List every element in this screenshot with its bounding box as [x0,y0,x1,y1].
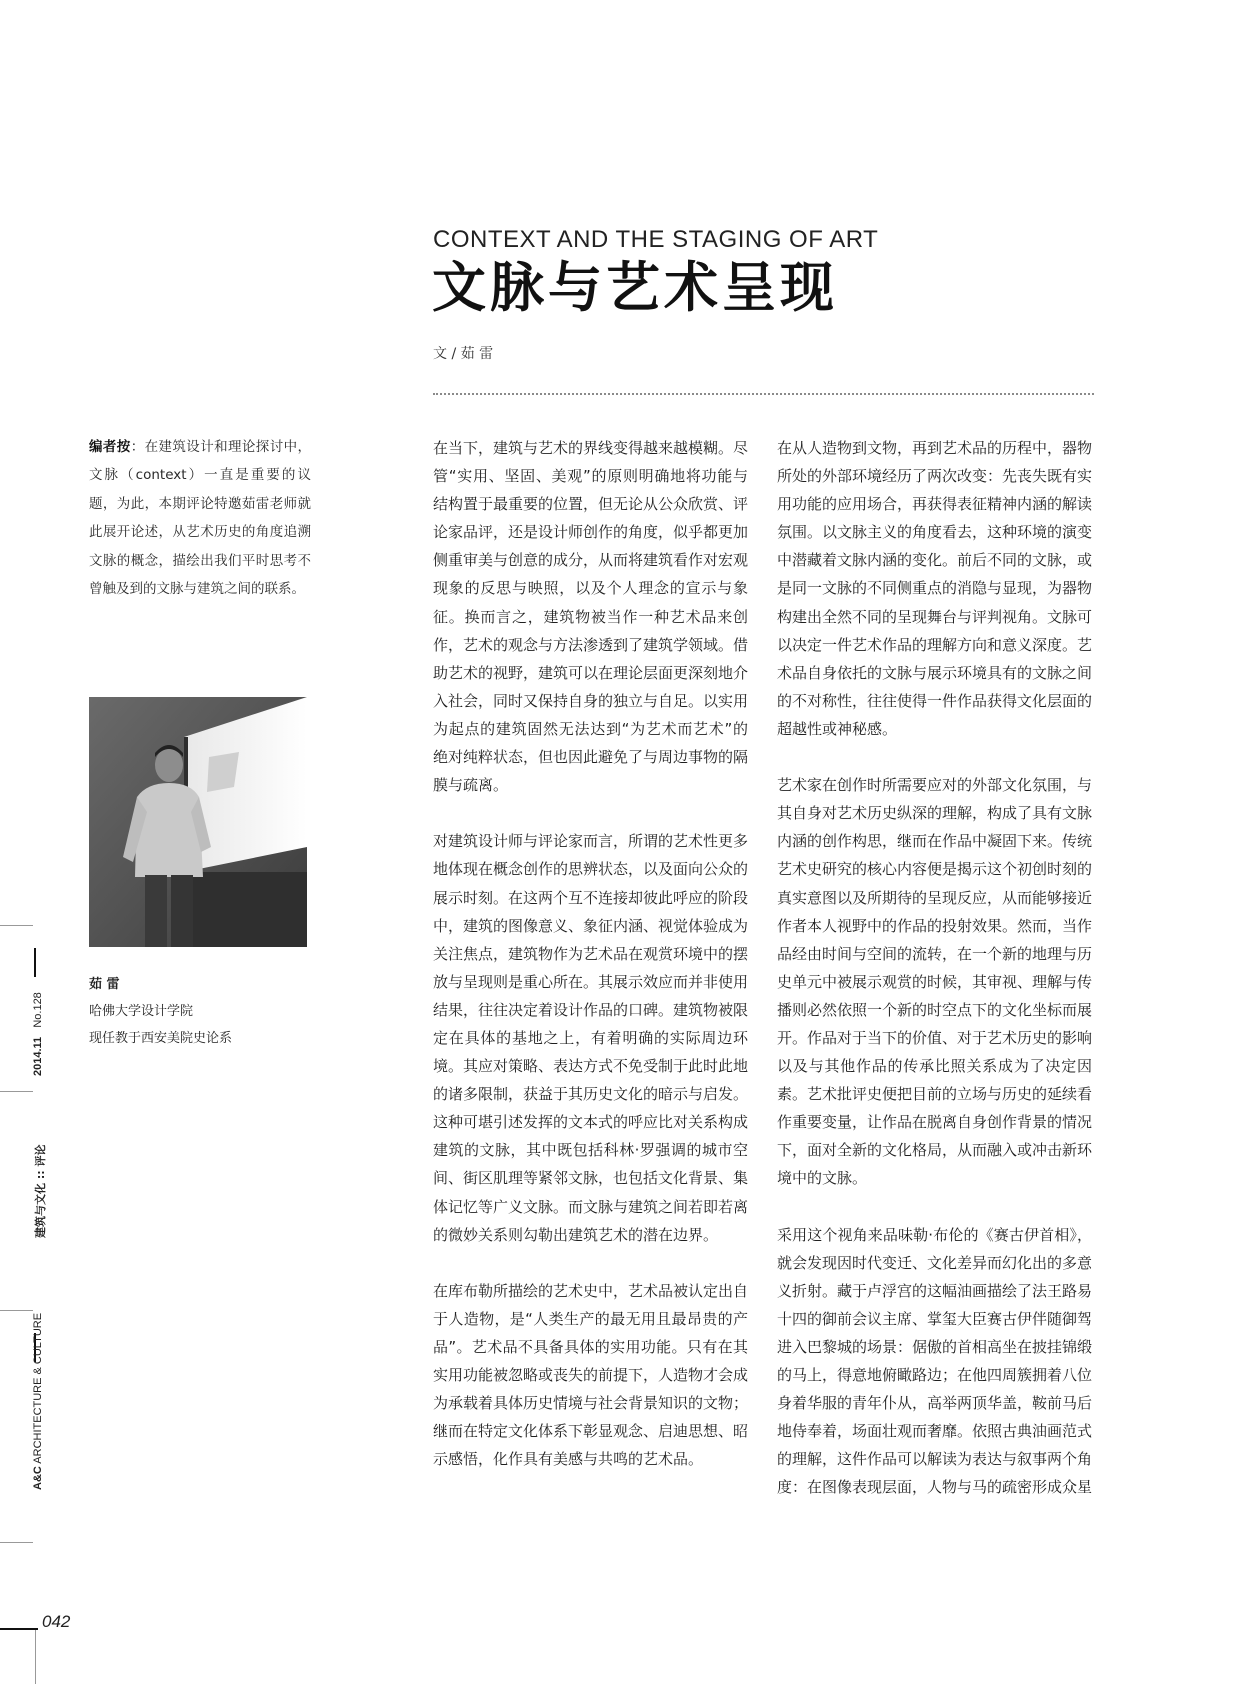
bio-line-1: 哈佛大学设计学院 [89,1004,194,1019]
page-number: 042 [42,1612,71,1631]
editor-note-label: 编者按 [89,439,131,455]
bio-line-2: 现任教于西安美院史论系 [89,1031,233,1046]
section-label: 建筑与文化 :: 评论 [34,1144,47,1238]
paragraph: 艺术家在创作时所需要应对的外部文化氛围，与其自身对艺术历史纵深的理解，构成了具有文脉内涵的创作构思，继而在作品中凝固下来。传统艺术史研究的核心内容便是揭示这个初创时刻的真实意图以及所期待的呈现反应，从而能够接近作者本人视野中的作品的投射效果。然而，当作品经由时间与空间的流转，在一个新的地理与历史单元中被展示观赏的时候，其审视、理解与传播则必然依照一个新的时空点下的文化坐标而展开。作品对于当下的价值、对于艺术历史的影响以及与其他作品的传承比照关系成为了决定因素。艺术批评史便把目前的立场与历史的延续看作重要变量，让作品在脱离自身创作背景的情况下，面对全新的文化格局，从而融入或冲击新环境中的文脉。 [777,776,1093,1188]
paragraph: 在当下，建筑与艺术的界线变得越来越模糊。尽管“实用、坚固、美观”的原则明确地将功能与结构置于最重要的位置，但无论从公众欣赏、评论家品评，还是设计师创作的角度，似乎都更加侧重审美与创意的成分，从而将建筑看作对宏观现象的反思与映照，以及个人理念的宣示与象征。换而言之，建筑物被当作一种艺术品来创作，艺术的观念与方法渗透到了建筑学领域。借助艺术的视野，建筑可以在理论层面更深刻地介入社会，同时又保持自身的独立与自足。以实用为起点的建筑固然无法达到“为艺术而艺术”的绝对纯粹状态，但也因此避免了与周边事物的隔膜与疏离。 [433,439,749,795]
page-number-rule [0,1628,38,1630]
bio-name: 茹 雷 [89,977,120,992]
issue-date: 2014.11 [32,1036,44,1076]
margin-rule [0,1542,33,1543]
editor-note-text: ：在建筑设计和理论探讨中，文脉（context）一直是重要的议题，为此，本期评论特邀茹雷老师就此展开论述，从艺术历史的角度追溯文脉的概念，描绘出我们平时思考不曾触及到的文脉与建筑之间的联系。 [89,439,312,598]
issue-number: No.128 [32,992,44,1028]
author-bio [89,971,232,1052]
english-title: CONTEXT AND THE STAGING OF ART [433,226,879,253]
editor-note [89,433,311,603]
margin-rule [0,1310,33,1311]
margin-marker [34,948,36,977]
brand-abbr: A&C [32,1466,44,1490]
author-photo [89,697,307,947]
magazine-brand [32,1313,44,1490]
author-byline: 文 / 茹 雷 [433,346,494,362]
body-column-1 [433,434,748,1502]
margin-rule [0,925,33,926]
brand-name: ARCHITECTURE & CULTURE [32,1312,44,1464]
issue-info [32,992,44,1076]
paragraph: 在库布勒所描绘的艺术史中，艺术品被认定出自于人造物，是“人类生产的最无用且最昂贵的产品”。艺术品不具备具体的实用功能。只有在其实用功能被忽略或丧失的前提下，人造物才会成为承载着具体历史情境与社会背景知识的文物；继而在特定文化体系下彰显观念、启迪思想、昭示感悟，化作具有美感与共鸣的艺术品。 [433,1281,749,1469]
paragraph: 采用这个视角来品味勒·布伦的《赛古伊首相》，就会发现因时代变迁、文化差异而幻化出的多意义折射。藏于卢浮宫的这幅油画描绘了法王路易十四的御前会议主席、掌玺大臣赛古伊伴随御驾进入巴黎城的场景：倨傲的首相高坐在披挂锦缎的马上，得意地俯瞰路边；在他四周簇拥着八位身着华服的青年仆从，高举两顶华盖，鞍前马后地侍奉着，场面壮观而奢靡。依照古典油画范式的理解，这件作品可以解读为表达与叙事两个角度：在图像表现层面，人物与马的疏密形成众星 [777,1225,1093,1497]
body-column-2 [777,434,1092,1530]
author-photo-illustration [89,697,307,947]
paragraph: 在从人造物到文物，再到艺术品的历程中，器物所处的外部环境经历了两次改变：先丧失既有实用功能的应用场合，再获得表征精神内涵的解读氛围。以文脉主义的角度看去，这种环境的演变中潜藏着文脉内涵的变化。前后不同的文脉，或是同一文脉的不同侧重点的消隐与显现，为器物构建出全然不同的呈现舞台与评判视角。文脉可以决定一件艺术作品的理解方向和意义深度。艺术品自身依托的文脉与展示环境具有的文脉之间的不对称性，往往使得一件作品获得文化层面的超越性或神秘感。 [777,439,1093,738]
chinese-title: 文脉与艺术呈现 [432,256,838,319]
margin-rule [0,1091,33,1092]
paragraph: 对建筑设计师与评论家而言，所谓的艺术性更多地体现在概念创作的思辨状态，以及面向公众的展示时刻。在这两个互不连接却彼此呼应的阶段中，建筑的图像意义、象征内涵、视觉体验成为关注焦点，建筑物作为艺术品在观赏环境中的摆放与呈现则是重心所在。其展示效应而并非使用结果，往往决定着设计作品的口碑。建筑物被限定在具体的基地之上，有着明确的实际周边环境。其应对策略、表达方式不免受制于此时此地的诸多限制，获益于其历史文化的暗示与启发。这种可堪引述发挥的文本式的呼应比对关系构成建筑的文脉，其中既包括科林·罗强调的城市空间、街区肌理等紧邻文脉，也包括文化背景、集体记忆等广义文脉。而文脉与建筑之间若即若离的微妙关系则勾勒出建筑艺术的潜在边界。 [433,832,749,1244]
dotted-divider [433,393,1094,395]
page-edge-line [35,1630,36,1684]
